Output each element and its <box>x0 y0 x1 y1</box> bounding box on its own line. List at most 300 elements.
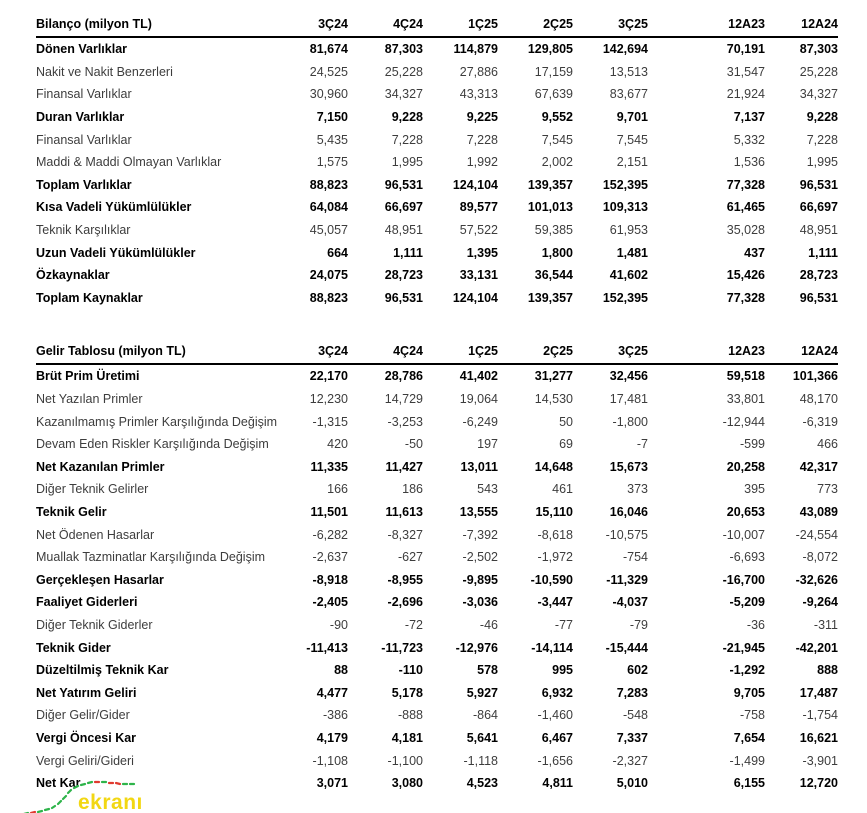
table-row <box>36 727 838 750</box>
table-row <box>36 37 838 61</box>
cell-value: 9,701 <box>616 110 648 125</box>
row-label: Diğer Teknik Gelirler <box>36 482 149 497</box>
cell-value: -72 <box>404 617 423 632</box>
cell-value: 64,084 <box>309 200 348 215</box>
row-label: Uzun Vadeli Yükümlülükler <box>36 245 196 260</box>
column-header: 12A23 <box>648 12 765 37</box>
cell-value: 88,823 <box>309 290 348 305</box>
cell-value: -888 <box>397 708 423 723</box>
cell-value: -8,955 <box>387 572 423 587</box>
cell-value: 4,179 <box>316 730 348 745</box>
cell-value: -1,460 <box>537 708 573 723</box>
cell-value: -90 <box>329 617 348 632</box>
row-label: Teknik Karşılıklar <box>36 223 131 238</box>
cell-value: 7,337 <box>616 730 648 745</box>
cell-value: 22,170 <box>309 369 348 384</box>
cell-value: 4,523 <box>466 776 498 791</box>
cell-value: 70,191 <box>726 42 765 57</box>
cell-value: -21,945 <box>722 640 765 655</box>
table-row <box>36 151 838 174</box>
row-label: Faaliyet Giderleri <box>36 595 138 610</box>
column-header: 1Ç25 <box>423 12 498 37</box>
cell-value: 197 <box>477 437 498 452</box>
cell-value: 437 <box>744 245 765 260</box>
cell-value: 13,513 <box>609 64 648 79</box>
cell-value: 6,155 <box>733 776 765 791</box>
cell-value: 124,104 <box>452 177 498 192</box>
cell-value: 4,477 <box>316 685 348 700</box>
cell-value: -9,895 <box>462 572 498 587</box>
cell-value: -15,444 <box>605 640 648 655</box>
cell-value: 3,071 <box>316 776 348 791</box>
cell-value: -1,754 <box>802 708 838 723</box>
cell-value: -1,118 <box>463 753 498 768</box>
cell-value: 1,111 <box>393 245 423 260</box>
cell-value: 9,228 <box>391 110 423 125</box>
cell-value: -627 <box>397 550 423 565</box>
cell-value: 28,786 <box>384 369 423 384</box>
income-statement-header-row <box>36 339 838 364</box>
cell-value: 35,028 <box>726 223 765 238</box>
cell-value: 24,525 <box>309 64 348 79</box>
cell-value: 773 <box>817 482 838 497</box>
cell-value: -754 <box>622 550 648 565</box>
cell-value: 142,694 <box>602 42 648 57</box>
cell-value: 6,467 <box>541 730 573 745</box>
cell-value: 1,995 <box>391 155 423 170</box>
cell-value: 152,395 <box>602 290 648 305</box>
cell-value: 12,230 <box>309 392 348 407</box>
cell-value: 36,544 <box>534 268 573 283</box>
row-label: Net Kazanılan Primler <box>36 459 165 474</box>
cell-value: -8,918 <box>312 572 348 587</box>
cell-value: -4,037 <box>612 595 648 610</box>
cell-value: 31,277 <box>534 369 573 384</box>
table-row <box>36 546 838 569</box>
cell-value: 129,805 <box>527 42 573 57</box>
table-row <box>36 287 838 310</box>
cell-value: -2,696 <box>387 595 423 610</box>
cell-value: 5,927 <box>466 685 498 700</box>
row-label: Toplam Kaynaklar <box>36 290 143 305</box>
table-row <box>36 364 838 388</box>
cell-value: 395 <box>744 482 765 497</box>
cell-value: -8,327 <box>387 527 423 542</box>
income-statement-table <box>36 339 838 794</box>
cell-value: 14,648 <box>534 459 573 474</box>
column-header: 12A24 <box>765 12 838 37</box>
table-row <box>36 83 838 106</box>
cell-value: 16,621 <box>799 730 838 745</box>
cell-value: 4,811 <box>542 776 573 791</box>
cell-value: 9,552 <box>541 110 573 125</box>
cell-value: 11,501 <box>310 504 348 519</box>
cell-value: -6,249 <box>462 414 498 429</box>
table-row <box>36 501 838 524</box>
cell-value: 139,357 <box>527 177 573 192</box>
cell-value: 664 <box>327 245 348 260</box>
cell-value: 114,879 <box>453 42 498 57</box>
cell-value: -24,554 <box>795 527 838 542</box>
cell-value: 96,531 <box>799 290 838 305</box>
row-label: Diğer Gelir/Gider <box>36 708 130 723</box>
cell-value: -8,072 <box>802 550 838 565</box>
cell-value: -599 <box>739 437 765 452</box>
table-row <box>36 128 838 151</box>
cell-value: -10,590 <box>530 572 573 587</box>
cell-value: 41,602 <box>609 268 648 283</box>
cell-value: 83,677 <box>609 87 648 102</box>
cell-value: -1,800 <box>612 414 648 429</box>
cell-value: 101,366 <box>792 369 838 384</box>
cell-value: 25,228 <box>799 64 838 79</box>
table-row <box>36 410 838 433</box>
cell-value: 5,641 <box>466 730 498 745</box>
cell-value: -12,976 <box>455 640 498 655</box>
watermark-text: ekranı <box>78 791 143 813</box>
cell-value: 9,225 <box>466 110 498 125</box>
cell-value: 12,720 <box>799 776 838 791</box>
income-statement-title: Gelir Tablosu (milyon TL) <box>36 339 273 364</box>
cell-value: 87,303 <box>384 42 423 57</box>
cell-value: -36 <box>746 617 765 632</box>
table-row <box>36 106 838 129</box>
cell-value: -10,007 <box>722 527 765 542</box>
cell-value: -1,292 <box>729 663 765 678</box>
cell-value: 101,013 <box>527 200 573 215</box>
cell-value: 59,385 <box>534 223 573 238</box>
table-row <box>36 749 838 772</box>
cell-value: 166 <box>327 482 348 497</box>
row-label: Net Kar <box>36 776 81 791</box>
column-header: 3Ç25 <box>573 339 648 364</box>
watermark-logo <box>20 778 250 813</box>
row-label: Dönen Varlıklar <box>36 42 128 57</box>
cell-value: 7,654 <box>733 730 765 745</box>
cell-value: -3,447 <box>537 595 573 610</box>
cell-value: -8,618 <box>537 527 573 542</box>
row-label: Gerçekleşen Hasarlar <box>36 572 164 587</box>
row-label: Duran Varlıklar <box>36 110 125 125</box>
cell-value: 420 <box>327 437 348 452</box>
row-label: Toplam Varlıklar <box>36 177 132 192</box>
cell-value: 17,487 <box>799 685 838 700</box>
cell-value: 7,283 <box>616 685 648 700</box>
cell-value: 45,057 <box>309 223 348 238</box>
cell-value: -3,036 <box>462 595 498 610</box>
cell-value: 6,932 <box>541 685 573 700</box>
cell-value: 27,886 <box>459 64 498 79</box>
table-row <box>36 591 838 614</box>
cell-value: 2,002 <box>541 155 573 170</box>
cell-value: 1,395 <box>466 245 498 260</box>
cell-value: -10,575 <box>605 527 648 542</box>
cell-value: -42,201 <box>795 640 838 655</box>
row-label: Düzeltilmiş Teknik Kar <box>36 663 169 678</box>
cell-value: 14,530 <box>534 392 573 407</box>
column-header: 4Ç24 <box>348 12 423 37</box>
cell-value: 87,303 <box>799 42 838 57</box>
column-header: 12A23 <box>648 339 765 364</box>
row-label: Teknik Gider <box>36 640 111 655</box>
row-label: Diğer Teknik Giderler <box>36 617 153 632</box>
cell-value: 3,080 <box>391 776 423 791</box>
column-header: 4Ç24 <box>348 339 423 364</box>
cell-value: 88,823 <box>309 177 348 192</box>
cell-value: -11,413 <box>306 640 348 655</box>
cell-value: -6,282 <box>312 527 348 542</box>
table-row <box>36 659 838 682</box>
column-header: 3Ç24 <box>273 12 348 37</box>
cell-value: 7,228 <box>466 132 498 147</box>
cell-value: 88 <box>334 663 348 678</box>
cell-value: 34,327 <box>384 87 423 102</box>
cell-value: -9,264 <box>802 595 838 610</box>
cell-value: 15,110 <box>535 504 573 519</box>
cell-value: 81,674 <box>309 42 348 57</box>
cell-value: 466 <box>817 437 838 452</box>
cell-value: 96,531 <box>384 177 423 192</box>
row-label: Muallak Tazminatlar Karşılığında Değişim <box>36 550 266 565</box>
cell-value: 19,064 <box>459 392 498 407</box>
cell-value: 31,547 <box>726 64 765 79</box>
cell-value: 109,313 <box>602 200 648 215</box>
cell-value: 9,705 <box>733 685 765 700</box>
cell-value: 16,046 <box>609 504 648 519</box>
cell-value: 1,536 <box>733 155 765 170</box>
column-header: 12A24 <box>765 339 838 364</box>
cell-value: 7,545 <box>541 132 573 147</box>
cell-value: -11,723 <box>381 640 423 655</box>
cell-value: 96,531 <box>799 177 838 192</box>
cell-value: 89,577 <box>459 200 498 215</box>
cell-value: 1,575 <box>316 155 348 170</box>
cell-value: 373 <box>627 482 648 497</box>
cell-value: 7,545 <box>616 132 648 147</box>
row-label: Brüt Prim Üretimi <box>36 369 140 384</box>
cell-value: -2,502 <box>462 550 498 565</box>
cell-value: 48,951 <box>799 223 838 238</box>
row-label: Nakit ve Nakit Benzerleri <box>36 64 173 79</box>
cell-value: -14,114 <box>531 640 573 655</box>
cell-value: 20,258 <box>726 459 765 474</box>
cell-value: 1,111 <box>808 245 838 260</box>
balance-sheet-title: Bilanço (milyon TL) <box>36 12 273 37</box>
row-label: Finansal Varlıklar <box>36 132 132 147</box>
cell-value: 43,089 <box>799 504 838 519</box>
cell-value: 67,639 <box>534 87 573 102</box>
cell-value: -3,901 <box>802 753 838 768</box>
cell-value: -7,392 <box>462 527 498 542</box>
cell-value: 17,159 <box>534 64 573 79</box>
row-label: Net Ödenen Hasarlar <box>36 527 155 542</box>
cell-value: 42,317 <box>799 459 838 474</box>
cell-value: 43,313 <box>459 87 498 102</box>
cell-value: 602 <box>627 663 648 678</box>
cell-value: -6,319 <box>802 414 838 429</box>
table-row <box>36 568 838 591</box>
cell-value: -6,693 <box>729 550 765 565</box>
cell-value: -3,253 <box>387 414 423 429</box>
cell-value: 1,992 <box>466 155 498 170</box>
cell-value: -79 <box>629 617 648 632</box>
cell-value: 32,456 <box>609 369 648 384</box>
cell-value: 20,653 <box>726 504 765 519</box>
table-row <box>36 264 838 287</box>
cell-value: 77,328 <box>726 177 765 192</box>
cell-value: 543 <box>477 482 498 497</box>
cell-value: 25,228 <box>384 64 423 79</box>
row-label: Finansal Varlıklar <box>36 87 132 102</box>
cell-value: 11,613 <box>385 504 423 519</box>
row-label: Özkaynaklar <box>36 268 110 283</box>
cell-value: 139,357 <box>527 290 573 305</box>
cell-value: -864 <box>472 708 498 723</box>
cell-value: 7,228 <box>391 132 423 147</box>
tables-container <box>36 12 838 794</box>
cell-value: 1,481 <box>616 245 648 260</box>
cell-value: 578 <box>477 663 498 678</box>
cell-value: 17,481 <box>609 392 648 407</box>
cell-value: 30,960 <box>309 87 348 102</box>
cell-value: 11,335 <box>310 459 348 474</box>
cell-value: 57,522 <box>459 223 498 238</box>
cell-value: -110 <box>398 663 423 678</box>
column-header: 1Ç25 <box>423 339 498 364</box>
row-label: Kısa Vadeli Yükümlülükler <box>36 200 192 215</box>
cell-value: -32,626 <box>795 572 838 587</box>
cell-value: 13,011 <box>460 459 498 474</box>
cell-value: 13,555 <box>459 504 498 519</box>
cell-value: 66,697 <box>799 200 838 215</box>
table-row <box>36 704 838 727</box>
cell-value: 11,427 <box>385 459 423 474</box>
cell-value: 124,104 <box>452 290 498 305</box>
column-header: 3Ç24 <box>273 339 348 364</box>
cell-value: 1,995 <box>806 155 838 170</box>
row-label: Devam Eden Riskler Karşılığında Değişim <box>36 437 269 452</box>
cell-value: 4,181 <box>391 730 423 745</box>
cell-value: -2,327 <box>612 753 648 768</box>
cell-value: -16,700 <box>722 572 765 587</box>
cell-value: -5,209 <box>729 595 765 610</box>
cell-value: -11,329 <box>606 572 648 587</box>
balance-sheet-header-row <box>36 12 838 37</box>
cell-value: -12,944 <box>722 414 765 429</box>
cell-value: -46 <box>479 617 498 632</box>
table-row <box>36 523 838 546</box>
cell-value: 33,131 <box>459 268 498 283</box>
cell-value: 24,075 <box>309 268 348 283</box>
cell-value: 61,953 <box>609 223 648 238</box>
cell-value: 59,518 <box>726 369 765 384</box>
cell-value: 34,327 <box>799 87 838 102</box>
cell-value: 5,332 <box>733 132 765 147</box>
row-label: Teknik Gelir <box>36 504 107 519</box>
cell-value: -1,315 <box>312 414 348 429</box>
table-row <box>36 681 838 704</box>
column-header: 2Ç25 <box>498 12 573 37</box>
table-row <box>36 433 838 456</box>
cell-value: 61,465 <box>726 200 765 215</box>
cell-value: -7 <box>636 437 648 452</box>
cell-value: -758 <box>739 708 765 723</box>
cell-value: 995 <box>552 663 573 678</box>
row-label: Vergi Geliri/Gideri <box>36 753 134 768</box>
row-label: Net Yazılan Primler <box>36 392 143 407</box>
cell-value: -386 <box>322 708 348 723</box>
cell-value: 5,010 <box>616 776 648 791</box>
cell-value: -2,637 <box>312 550 348 565</box>
cell-value: 66,697 <box>384 200 423 215</box>
row-label: Kazanılmamış Primler Karşılığında Değişim <box>36 414 278 429</box>
cell-value: 28,723 <box>799 268 838 283</box>
column-header: 3Ç25 <box>573 12 648 37</box>
cell-value: 77,328 <box>726 290 765 305</box>
cell-value: 9,228 <box>806 110 838 125</box>
cell-value: 7,137 <box>733 110 765 125</box>
table-row <box>36 388 838 411</box>
table-row <box>36 219 838 242</box>
cell-value: 33,801 <box>726 392 765 407</box>
table-row <box>36 196 838 219</box>
cell-value: -311 <box>813 617 838 632</box>
table-row <box>36 478 838 501</box>
cell-value: 15,426 <box>726 268 765 283</box>
table-row <box>36 636 838 659</box>
row-label: Net Yatırım Geliri <box>36 685 137 700</box>
cell-value: 5,435 <box>316 132 348 147</box>
cell-value: -1,499 <box>729 753 765 768</box>
cell-value: 48,951 <box>384 223 423 238</box>
cell-value: -50 <box>404 437 423 452</box>
cell-value: 28,723 <box>384 268 423 283</box>
table-row <box>36 61 838 84</box>
row-label: Vergi Öncesi Kar <box>36 730 137 745</box>
cell-value: 7,228 <box>806 132 838 147</box>
cell-value: 69 <box>559 437 573 452</box>
cell-value: 152,395 <box>602 177 648 192</box>
cell-value: -2,405 <box>312 595 348 610</box>
cell-value: 48,170 <box>799 392 838 407</box>
cell-value: 461 <box>552 482 573 497</box>
cell-value: -1,100 <box>387 753 423 768</box>
cell-value: -77 <box>554 617 573 632</box>
cell-value: 2,151 <box>616 155 648 170</box>
cell-value: 50 <box>559 414 573 429</box>
cell-value: -1,108 <box>312 753 348 768</box>
cell-value: 888 <box>817 663 838 678</box>
cell-value: 41,402 <box>459 369 498 384</box>
cell-value: 1,800 <box>541 245 573 260</box>
cell-value: 14,729 <box>384 392 423 407</box>
cell-value: -1,656 <box>537 753 573 768</box>
cell-value: -1,972 <box>537 550 573 565</box>
table-row <box>36 614 838 637</box>
row-label: Maddi & Maddi Olmayan Varlıklar <box>36 155 222 170</box>
table-row <box>36 174 838 197</box>
cell-value: 96,531 <box>384 290 423 305</box>
cell-value: 186 <box>402 482 423 497</box>
cell-value: 21,924 <box>726 87 765 102</box>
cell-value: 5,178 <box>391 685 423 700</box>
cell-value: -548 <box>622 708 648 723</box>
cell-value: 15,673 <box>609 459 648 474</box>
cell-value: 7,150 <box>316 110 348 125</box>
table-row <box>36 241 838 264</box>
balance-sheet-table <box>36 12 838 309</box>
table-row <box>36 456 838 479</box>
